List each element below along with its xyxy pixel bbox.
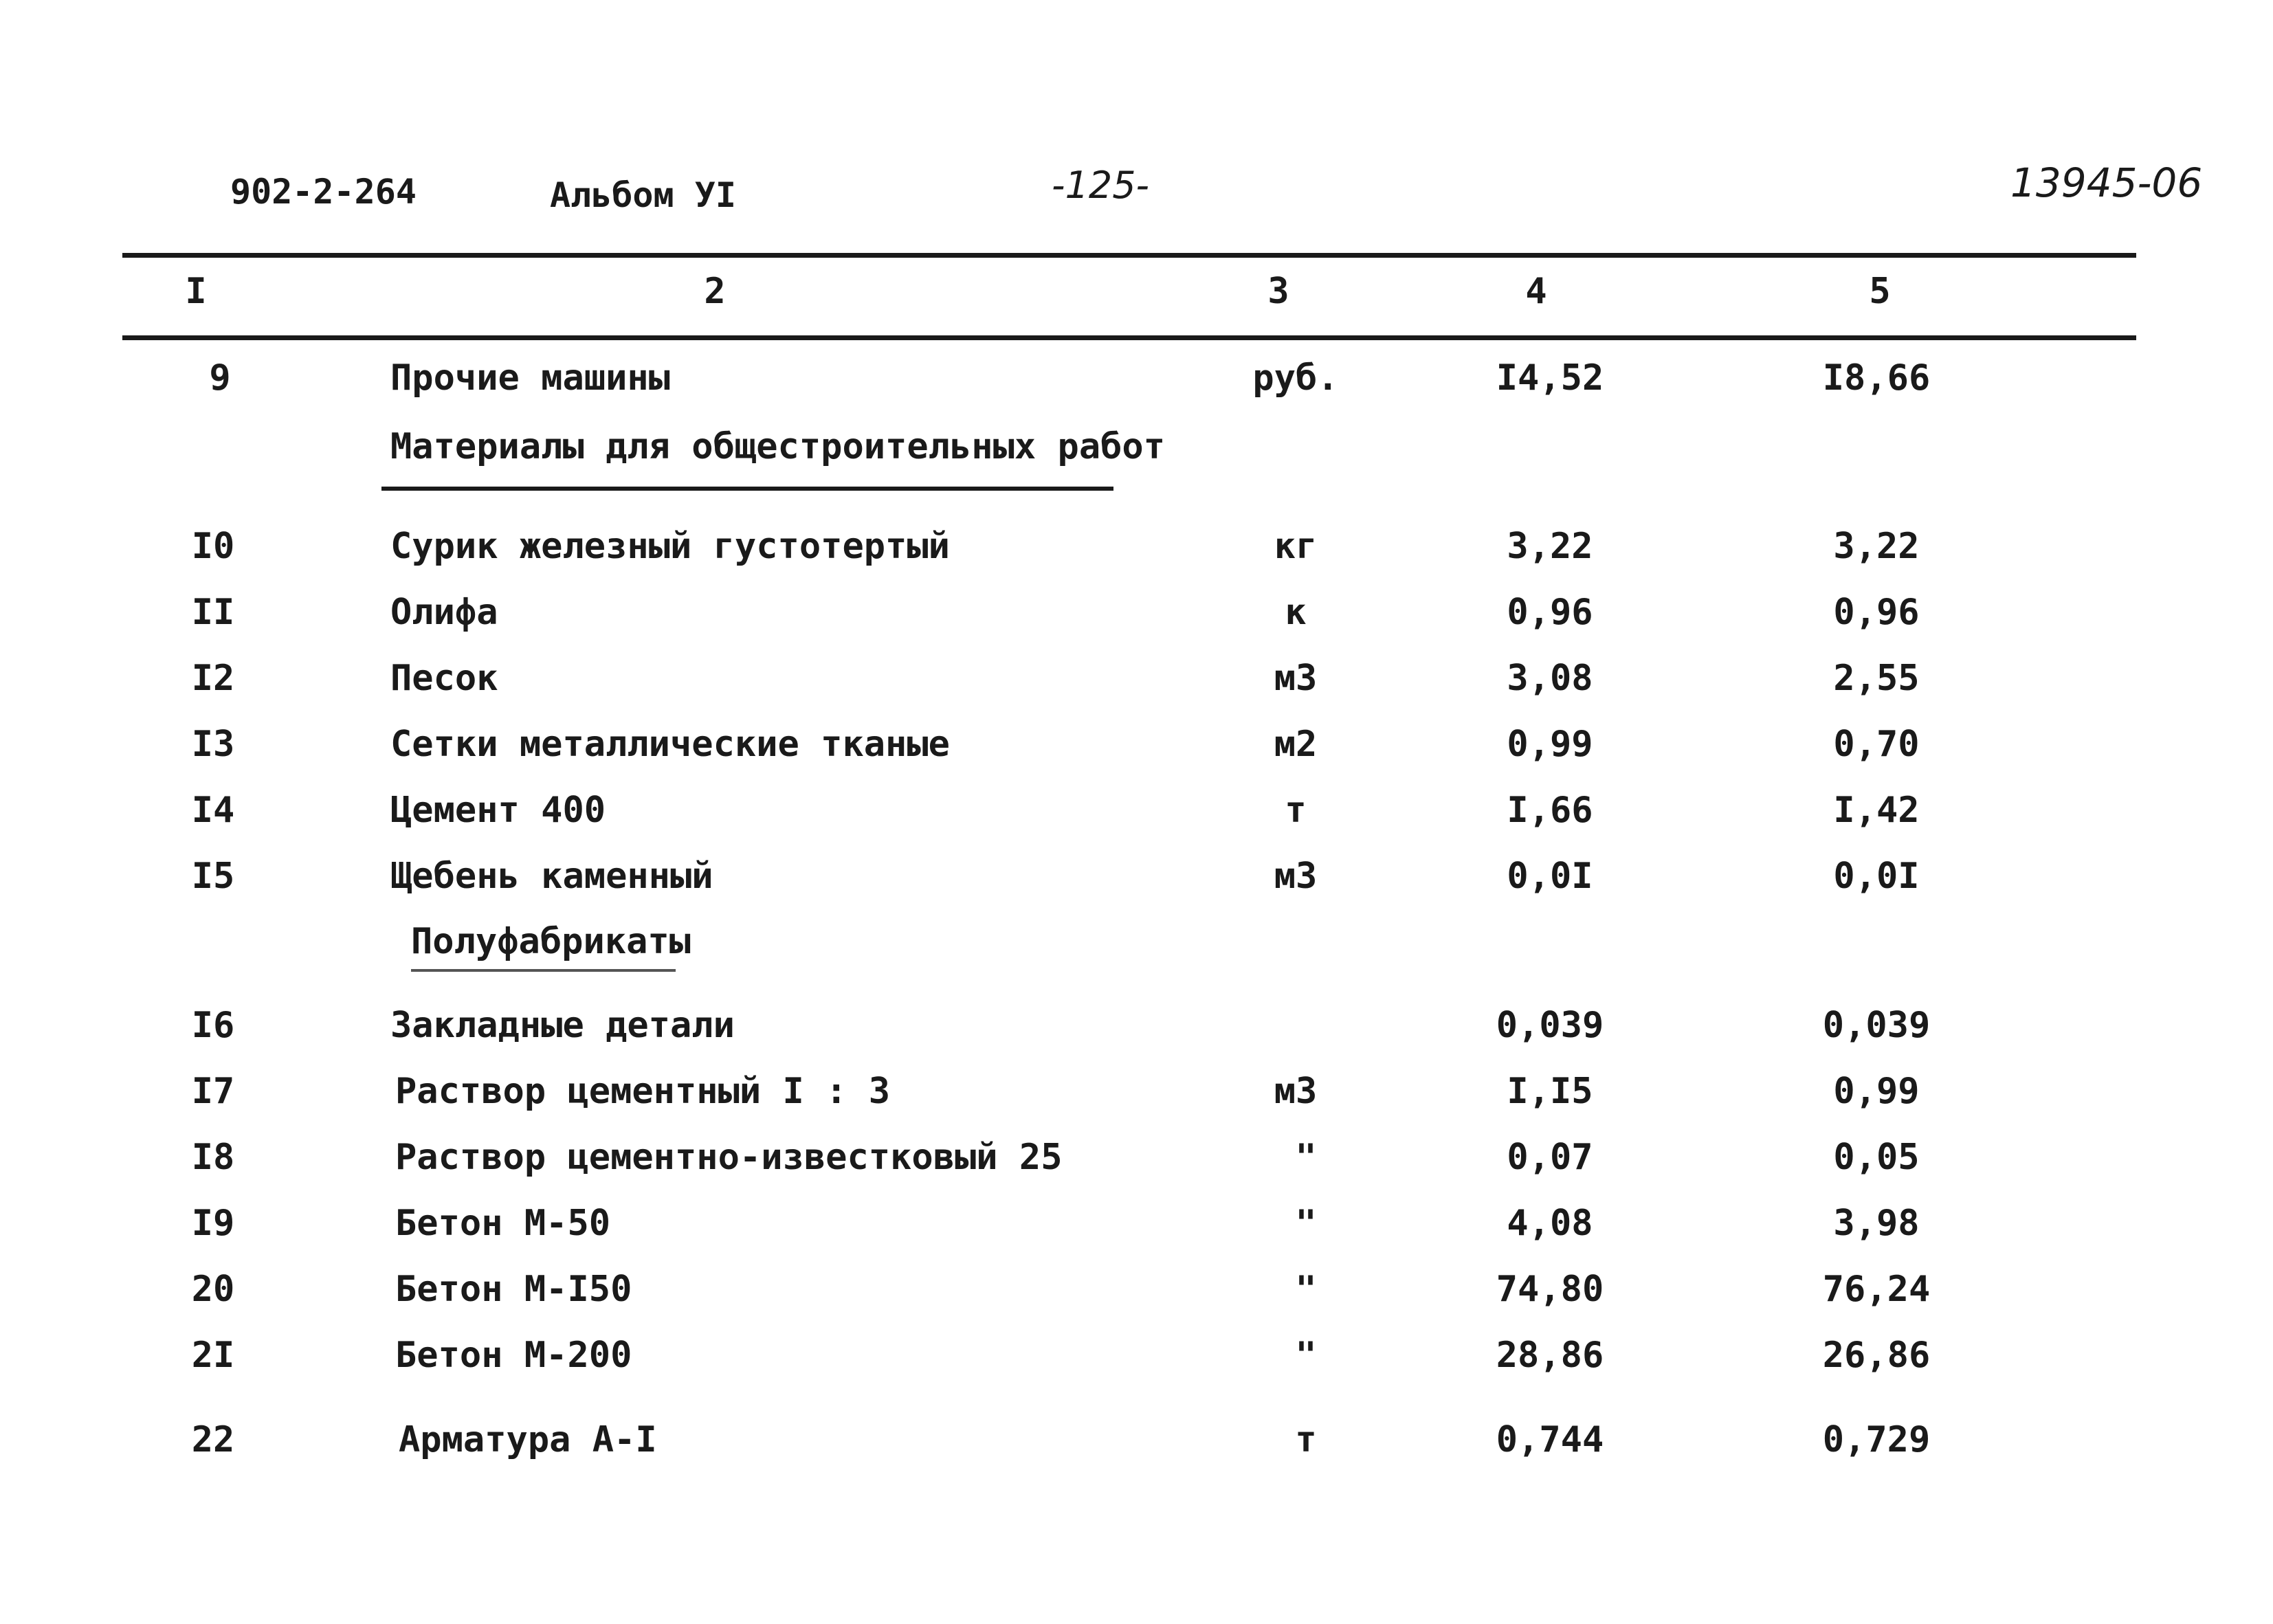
column-number-1: I — [185, 271, 207, 312]
page-number: -125- — [1052, 164, 1150, 207]
document-code: 902-2-264 — [230, 172, 417, 212]
table-row — [0, 1005, 2273, 1060]
item-unit: м3 — [1274, 1071, 1318, 1112]
top-rule — [122, 253, 2136, 258]
item-name: Бетон М-50 — [395, 1203, 611, 1244]
value-col5: 26,86 — [1822, 1335, 1931, 1376]
value-col5: 3,98 — [1833, 1203, 1920, 1244]
item-name: Арматура А-I — [399, 1419, 657, 1460]
row-number: I2 — [191, 658, 235, 699]
item-name: Цемент 400 — [390, 790, 606, 831]
table-row — [0, 1137, 2273, 1192]
table-row — [0, 592, 2273, 647]
item-unit: " — [1295, 1203, 1317, 1244]
table-row — [0, 1335, 2273, 1390]
value-col4: I4,52 — [1496, 357, 1604, 399]
row-number: I6 — [191, 1005, 235, 1046]
value-col4: 0,744 — [1496, 1419, 1604, 1460]
item-name: Бетон М-200 — [395, 1335, 632, 1376]
value-col5: 0,96 — [1833, 592, 1920, 633]
header-rule — [122, 335, 2136, 340]
row-number: I3 — [191, 724, 235, 765]
row-number: 2I — [191, 1335, 235, 1376]
value-col5: I,42 — [1833, 790, 1920, 831]
column-number-3: 3 — [1267, 271, 1289, 312]
value-col5: 0,70 — [1833, 724, 1920, 765]
value-col4: 0,039 — [1496, 1005, 1604, 1046]
value-col5: I8,66 — [1822, 357, 1931, 399]
row-number: I8 — [191, 1137, 235, 1178]
table-row — [0, 724, 2273, 779]
value-col4: I,66 — [1507, 790, 1593, 831]
value-col5: 0,0I — [1833, 856, 1920, 897]
value-col5: 2,55 — [1833, 658, 1920, 699]
archive-stamp: 13945-06 — [2010, 159, 2203, 206]
table-row — [0, 658, 2273, 713]
row-number: I7 — [191, 1071, 235, 1112]
table-row — [0, 856, 2273, 911]
value-col4: 3,08 — [1507, 658, 1593, 699]
item-unit: " — [1295, 1269, 1317, 1310]
value-col5: 0,729 — [1822, 1419, 1931, 1460]
table-row — [0, 1269, 2273, 1324]
column-number-2: 2 — [704, 271, 726, 312]
value-col4: 3,22 — [1507, 526, 1593, 567]
row-number: 9 — [209, 357, 231, 399]
item-name: Бетон М-I50 — [395, 1269, 632, 1310]
value-col4: 0,99 — [1507, 724, 1593, 765]
value-col4: 0,07 — [1507, 1137, 1593, 1178]
value-col4: 0,0I — [1507, 856, 1593, 897]
row-number: I0 — [191, 526, 235, 567]
value-col4: 74,80 — [1496, 1269, 1604, 1310]
item-unit: " — [1295, 1137, 1317, 1178]
value-col4: 4,08 — [1507, 1203, 1593, 1244]
row-number: I4 — [191, 790, 235, 831]
item-name: Закладные детали — [390, 1005, 735, 1046]
item-unit: т — [1295, 1419, 1317, 1460]
value-col4: I,I5 — [1507, 1071, 1593, 1112]
value-col5: 0,99 — [1833, 1071, 1920, 1112]
item-unit: руб. — [1252, 357, 1339, 399]
item-name: Сурик железный густотертый — [390, 526, 950, 567]
table-row — [0, 357, 2273, 412]
item-unit: м3 — [1274, 856, 1318, 897]
item-unit: м3 — [1274, 658, 1318, 699]
section-underline — [411, 969, 676, 972]
table-row — [0, 790, 2273, 845]
item-unit: м2 — [1274, 724, 1318, 765]
section-heading-materials: Материалы для общестроительных работ — [390, 426, 1166, 467]
value-col5: 0,05 — [1833, 1137, 1920, 1178]
section-underline — [381, 487, 1113, 491]
row-number: I5 — [191, 856, 235, 897]
row-number: II — [191, 592, 235, 633]
row-number: 20 — [191, 1269, 235, 1310]
item-name: Раствор цементный I : 3 — [395, 1071, 891, 1112]
value-col5: 3,22 — [1833, 526, 1920, 567]
column-number-4: 4 — [1525, 271, 1547, 312]
table-row — [0, 1419, 2273, 1474]
item-unit: " — [1295, 1335, 1317, 1376]
item-unit: кг — [1274, 526, 1318, 567]
table-row — [0, 526, 2273, 581]
value-col4: 28,86 — [1496, 1335, 1604, 1376]
value-col5: 76,24 — [1822, 1269, 1931, 1310]
item-name: Щебень каменный — [390, 856, 713, 897]
table-row — [0, 1071, 2273, 1126]
column-number-5: 5 — [1869, 271, 1891, 312]
value-col4: 0,96 — [1507, 592, 1593, 633]
section-heading-semi-finished: Полуфабрикаты — [411, 921, 691, 962]
item-name: Сетки металлические тканые — [390, 724, 950, 765]
item-name: Песок — [390, 658, 498, 699]
item-name: Олифа — [390, 592, 498, 633]
album-label: Альбом УI — [550, 175, 736, 215]
row-number: 22 — [191, 1419, 235, 1460]
value-col5: 0,039 — [1822, 1005, 1931, 1046]
item-name: Раствор цементно-известковый 25 — [395, 1137, 1063, 1178]
item-name: Прочие машины — [390, 357, 670, 399]
row-number: I9 — [191, 1203, 235, 1244]
item-unit: к — [1285, 592, 1307, 633]
item-unit: т — [1285, 790, 1307, 831]
table-row — [0, 1203, 2273, 1258]
